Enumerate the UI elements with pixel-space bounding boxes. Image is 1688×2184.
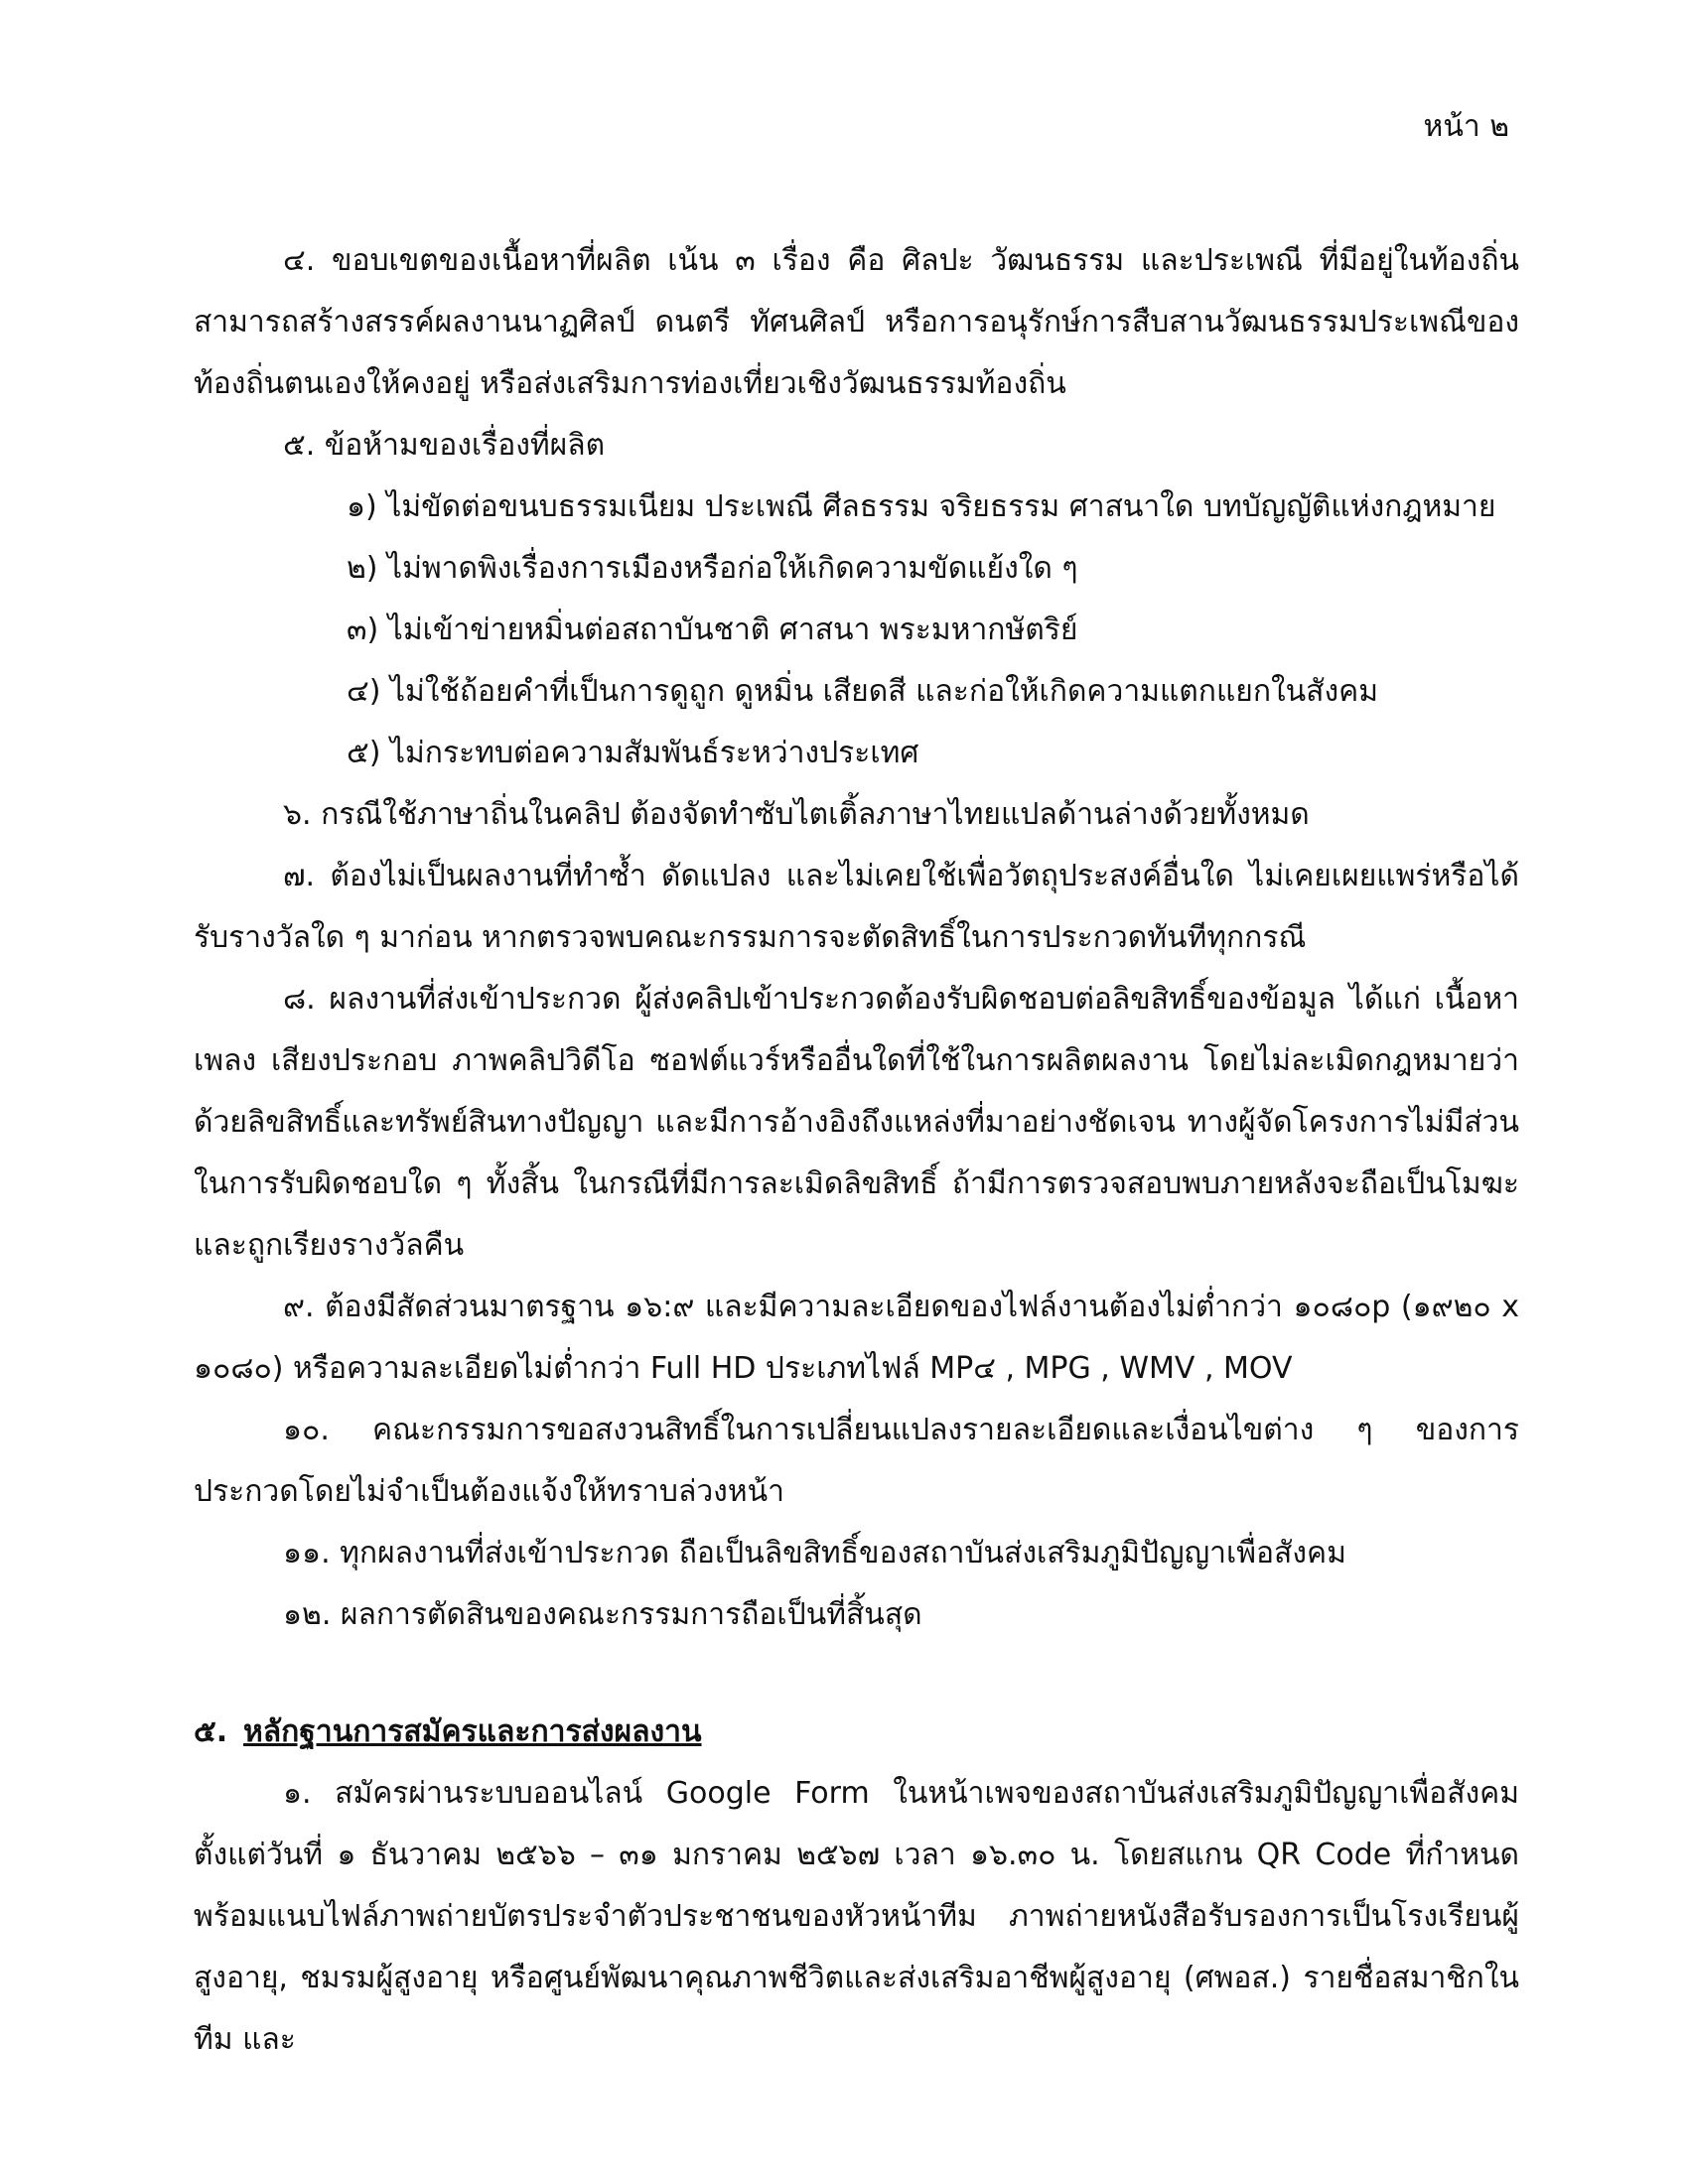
item-5-prohibitions-heading: ๕. ข้อห้ามของเรื่องที่ผลิต	[283, 428, 606, 463]
prohibition-list	[194, 477, 1519, 784]
prohibition-item: ๕) ไม่กระทบต่อความสัมพันธ์ระหว่างประเทศ	[347, 736, 919, 770]
item-4-scope: ๔. ขอบเขตของเนื้อหาที่ผลิต เน้น ๓ เรื่อง คือ ศิลปะ วัฒนธรรม และประเพณี ที่มีอยู่ในท้องถิ่นสามารถสร้างสรรค์ผลงานนาฏศิลป์ ดนตรี ทัศนศิลป์ หรือการอนุรักษ์การสืบสานวัฒนธรรมประเพณีของท้องถิ่นตนเองให้คงอยู่ หรือส่งเสริมการท่องเที่ยวเชิงวัฒนธรรมท้องถิ่น	[194, 243, 1519, 401]
prohibition-item: ๑) ไม่ขัดต่อขนบธรรมเนียม ประเพณี ศีลธรรม จริยธรรม ศาสนาใด บทบัญญัติแห่งกฎหมาย	[347, 489, 1496, 524]
item-9-format: ๙. ต้องมีสัดส่วนมาตรฐาน ๑๖:๙ และมีความละเอียดของไฟล์งานต้องไม่ต่ำกว่า ๑๐๘๐p (๑๙๒๐ x ๑๐๘๐) หรือความละเอียดไม่ต่ำกว่า Full HD ประเภทไฟล์ MP๔ , MPG , WMV , MOV	[194, 1290, 1519, 1386]
section-number: ๕.	[194, 1714, 228, 1749]
document-body	[194, 230, 1519, 2071]
section-heading	[194, 1702, 1519, 1763]
section-title: หลักฐานการสมัครและการส่งผลงาน	[243, 1714, 702, 1749]
item-6-subtitles: ๖. กรณีใช้ภาษาถิ่นในคลิป ต้องจัดทำซับไตเติ้ลภาษาไทยแปลด้านล่างด้วยทั้งหมด	[283, 797, 1310, 832]
page-number: หน้า ๒	[1423, 109, 1509, 144]
item-7-originality: ๗. ต้องไม่เป็นผลงานที่ทำซ้ำ ดัดแปลง และไม่เคยใช้เพื่อวัตถุประสงค์อื่นใด ไม่เคยเผยแพร่หรือได้รับรางวัลใด ๆ มาก่อน หากตรวจพบคณะกรรมการจะตัดสิทธิ์ในการประกวดทันทีทุกกรณี	[194, 859, 1519, 955]
item-11-ownership: ๑๑. ทุกผลงานที่ส่งเข้าประกวด ถือเป็นลิขสิทธิ์ของสถาบันส่งเสริมภูมิปัญญาเพื่อสังคม	[283, 1536, 1346, 1570]
prohibition-item: ๒) ไม่พาดพิงเรื่องการเมืองหรือก่อให้เกิดความขัดแย้งใด ๆ	[347, 551, 1078, 586]
prohibition-item: ๔) ไม่ใช้ถ้อยคำที่เป็นการดูถูก ดูหมิ่น เสียดสี และก่อให้เกิดความแตกแยกในสังคม	[347, 674, 1378, 709]
item-12-final-decision: ๑๒. ผลการตัดสินของคณะกรรมการถือเป็นที่สิ้นสุด	[283, 1597, 922, 1632]
item-8-copyright: ๘. ผลงานที่ส่งเข้าประกวด ผู้ส่งคลิปเข้าประกวดต้องรับผิดชอบต่อลิขสิทธิ์ของข้อมูล ได้แก่ เนื้อหา เพลง เสียงประกอบ ภาพคลิปวิดีโอ ซอฟต์แวร์หรืออื่นใดที่ใช้ในการผลิตผลงาน โดยไม่ละเมิดกฎหมายว่าด้วยลิขสิทธิ์และทรัพย์สินทางปัญญา และมีการอ้างอิงถึงแหล่งที่มาอย่างชัดเจน ทางผู้จัดโครงการไม่มีส่วนในการรับผิดชอบใด ๆ ทั้งสิ้น ในกรณีที่มีการละเมิดลิขสิทธิ์ ถ้ามีการตรวจสอบพบภายหลังจะถือเป็นโมฆะและถูกเรียงรางวัลคืน	[194, 982, 1519, 1263]
item-10-rights-reserved: ๑๐. คณะกรรมการขอสงวนสิทธิ์ในการเปลี่ยนแปลงรายละเอียดและเงื่อนไขต่าง ๆ ของการประกวดโดยไม่จำเป็นต้องแจ้งให้ทราบล่วงหน้า	[194, 1413, 1519, 1509]
section-paragraph-1: ๑. สมัครผ่านระบบออนไลน์ Google Form ในหน้าเพจของสถาบันส่งเสริมภูมิปัญญาเพื่อสังคม ตั้งแต่วันที่ ๑ ธันวาคม ๒๕๖๖ – ๓๑ มกราคม ๒๕๖๗ เวลา ๑๖.๓๐ น. โดยสแกน QR Code ที่กำหนด พร้อมแนบไฟล์ภาพถ่ายบัตรประจำตัวประชาชนของหัวหน้าทีม ภาพถ่ายหนังสือรับรองการเป็นโรงเรียนผู้สูงอายุ, ชมรมผู้สูงอายุ หรือศูนย์พัฒนาคุณภาพชีวิตและส่งเสริมอาชีพผู้สูงอายุ (ศพอส.) รายชื่อสมาชิกในทีม และ	[194, 1776, 1519, 2057]
prohibition-item: ๓) ไม่เข้าข่ายหมิ่นต่อสถาบันชาติ ศาสนา พระมหากษัตริย์	[347, 613, 1078, 647]
